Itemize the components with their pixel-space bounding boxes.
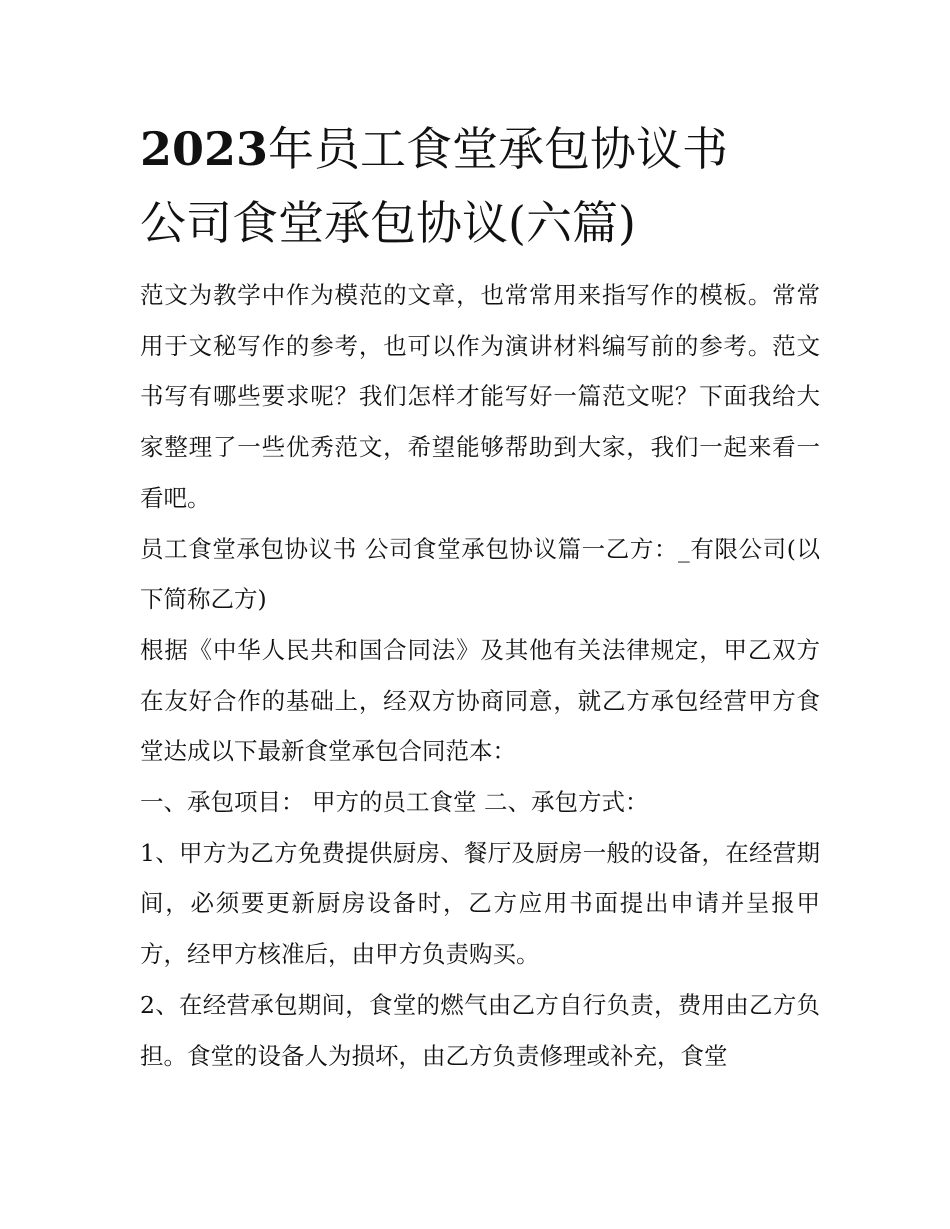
title-line-1-text: 年员工食堂承包协议书 xyxy=(268,122,729,176)
title-year: 2023 xyxy=(140,122,269,176)
document-page xyxy=(140,112,820,1081)
paragraph-clause-2: 2、在经营承包期间，食堂的燃气由乙方自行负责，费用由乙方负担。食堂的设备人为损坏，由乙方负责修理或补充，食堂 xyxy=(140,990,820,1070)
paragraph-section-1-2: 一、承包项目： 甲方的员工食堂 二、承包方式： xyxy=(140,788,649,817)
title-line-1 xyxy=(140,112,820,186)
document-title xyxy=(140,112,820,260)
paragraph-party-b: 员工食堂承包协议书 公司食堂承包协议篇一乙方：_有限公司(以下简称乙方) xyxy=(140,534,820,614)
paragraph-clause-1: 1、甲方为乙方免费提供厨房、餐厅及厨房一般的设备，在经营期间，必须要更新厨房设备时，乙方应用书面提出申请并呈报甲方，经甲方核准后，由甲方负责购买。 xyxy=(140,838,820,969)
title-line-2: 公司食堂承包协议(六篇) xyxy=(140,196,636,250)
paragraph-legal-basis: 根据《中华人民共和国合同法》及其他有关法律规定，甲乙双方在友好合作的基础上，经双方协商同意，就乙方承包经营甲方食堂达成以下最新食堂承包合同范本： xyxy=(140,635,820,766)
paragraph-intro: 范文为教学中作为模范的文章，也常常用来指写作的模板。常常用于文秘写作的参考，也可以作为演讲材料编写前的参考。范文书写有哪些要求呢？我们怎样才能写好一篇范文呢？下面我给大家整理了一些优秀范文，希望能够帮助到大家，我们一起来看一看吧。 xyxy=(140,281,820,512)
